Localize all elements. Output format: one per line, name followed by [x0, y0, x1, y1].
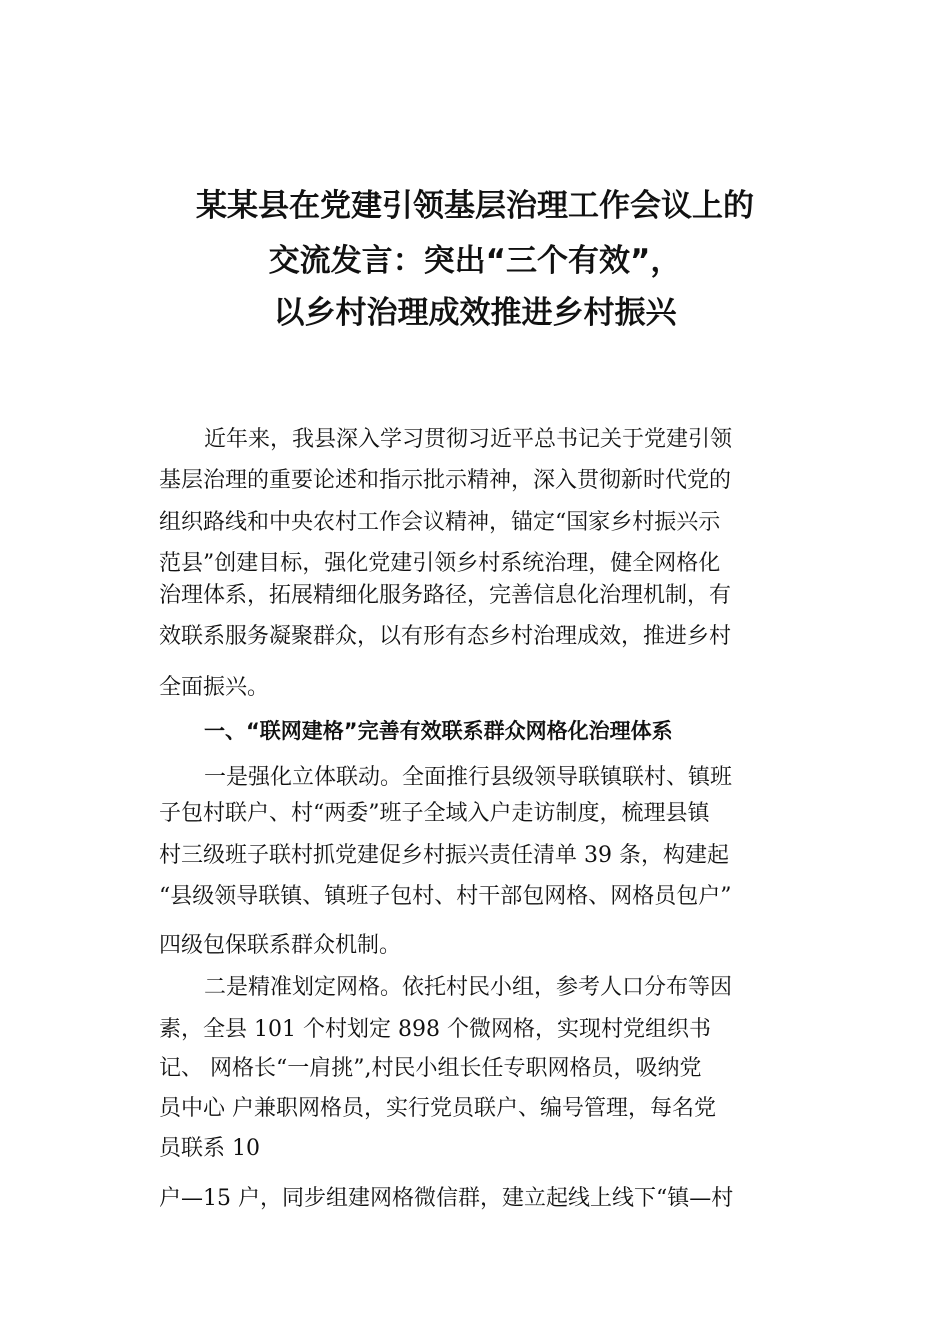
document-title-line-1: 某某县在党建引领基层治理工作会议上的 [196, 188, 754, 224]
para1-line-3: 村三级班子联村抓党建促乡村振兴责任清单 39 条，构建起 [159, 843, 729, 868]
intro-line-2: 基层治理的重要论述和指示批示精神，深入贯彻新时代党的 [159, 468, 732, 493]
para1-line-4: “县级领导联镇、镇班子包村、村干部包网格、网格员包户” [159, 884, 732, 909]
document-title-line-2: 交流发言：突出“三个有效”， [268, 243, 682, 279]
para2-line-3: 记、 网格长“一肩挑”,村民小组长任专职网格员，吸纳党 [159, 1056, 702, 1081]
document-title-line-3: 以乡村治理成效推进乡村振兴 [273, 295, 677, 331]
para1-line-5: 四级包保联系群众机制。 [159, 933, 402, 958]
intro-line-1: 近年来，我县深入学习贯彻习近平总书记关于党建引领 [204, 427, 733, 452]
para2-line-6: 户—15 户，同步组建网格微信群，建立起线上线下“镇—村 [159, 1186, 734, 1211]
para2-line-2: 素，全县 101 个村划定 898 个微网格，实现村党组织书 [159, 1017, 711, 1042]
para2-line-1: 二是精准划定网格。依托村民小组，参考人口分布等因 [204, 975, 733, 1000]
para2-line-4: 员中心 户兼职网格员，实行党员联户、编号管理，每名党 [159, 1096, 716, 1121]
intro-line-6: 效联系服务凝聚群众，以有形有态乡村治理成效，推进乡村 [159, 624, 732, 649]
intro-line-5: 治理体系，拓展精细化服务路径，完善信息化治理机制，有 [159, 583, 732, 608]
intro-line-7: 全面振兴。 [159, 675, 270, 700]
para1-line-2: 子包村联户、村“两委”班子全域入户走访制度，梳理县镇 [159, 801, 710, 826]
para1-line-1: 一是强化立体联动。全面推行县级领导联镇联村、镇班 [204, 765, 733, 790]
intro-line-3: 组织路线和中央农村工作会议精神，锚定“国家乡村振兴示 [159, 510, 721, 535]
para2-line-5: 员联系 10 [159, 1136, 260, 1161]
intro-line-4: 范县”创建目标，强化党建引领乡村系统治理，健全网格化 [159, 551, 721, 576]
section-1-heading: 一、“联网建格”完善有效联系群众网格化治理体系 [204, 719, 673, 743]
